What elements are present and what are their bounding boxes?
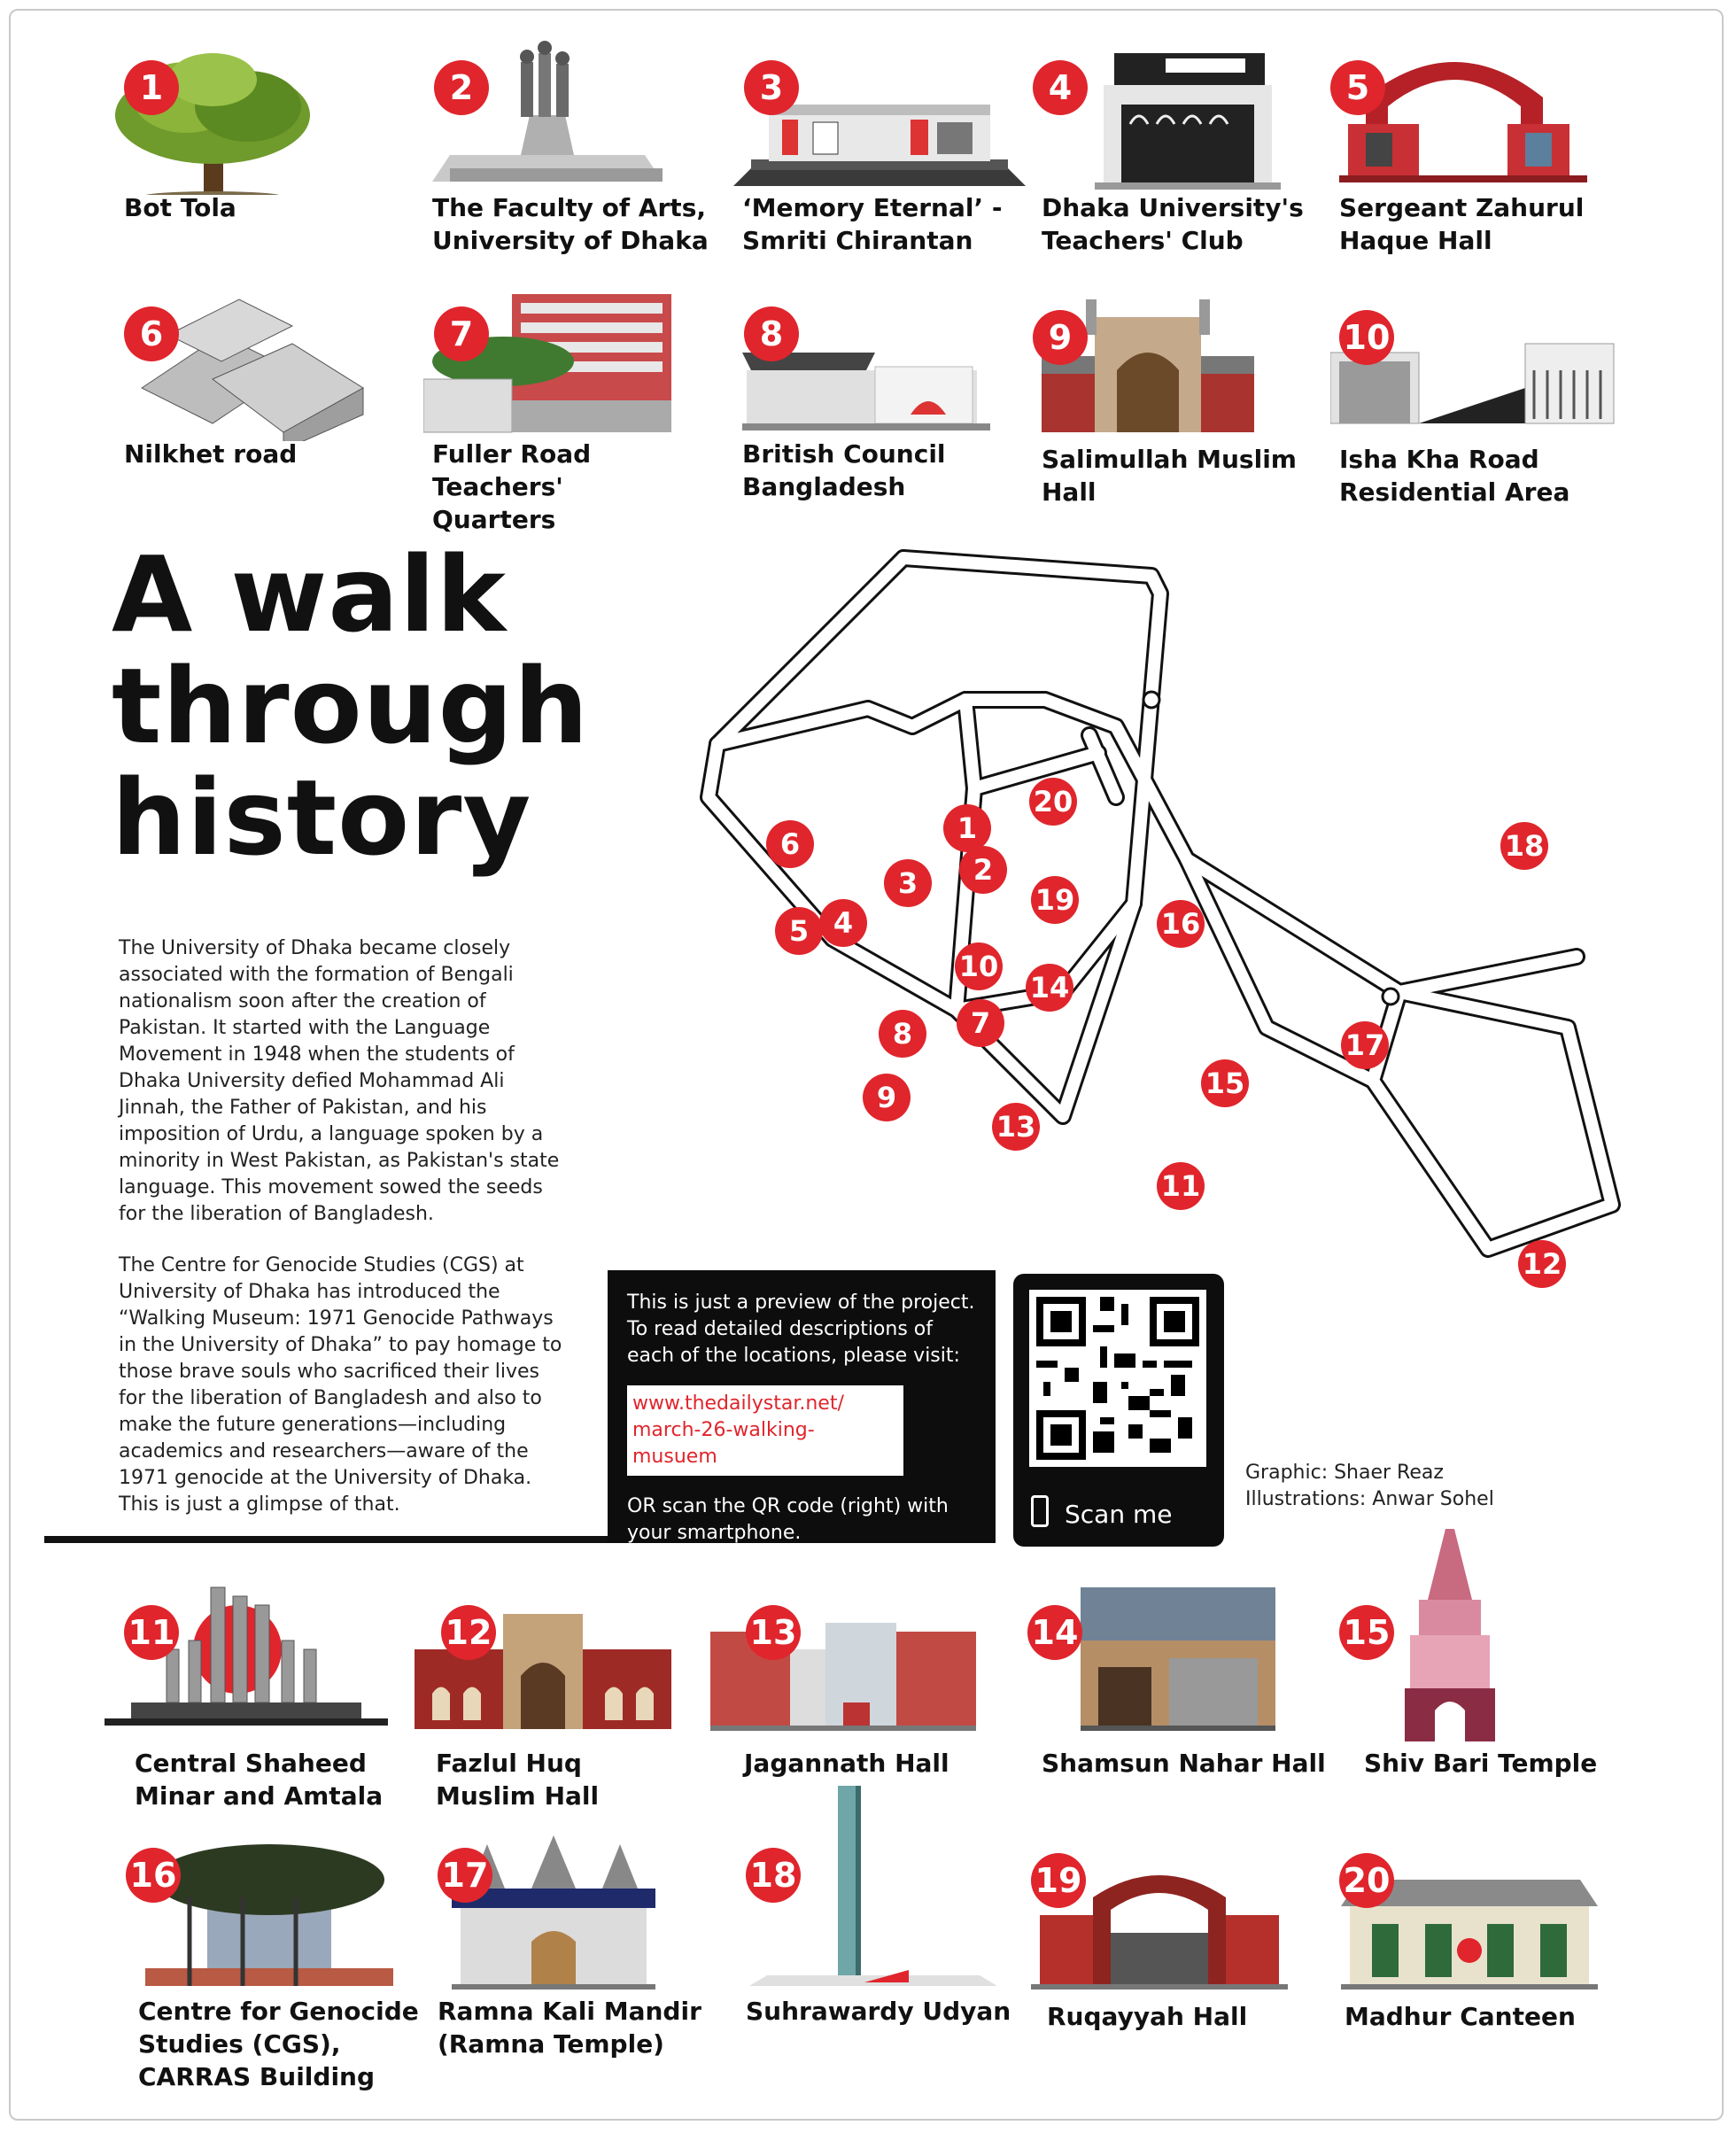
location-3[interactable]: [733, 35, 1026, 301]
map-marker[interactable]: 7: [957, 999, 1004, 1047]
location-name-line: Ruqayyah Hall: [1047, 2002, 1248, 2031]
fuller-road-quarters-illustration: [423, 282, 716, 441]
location-name: [1047, 2000, 1339, 2033]
location-14[interactable]: [1027, 1578, 1326, 1844]
location-name-line: Madhur Canteen: [1345, 2002, 1576, 2031]
location-badge: 13: [746, 1605, 801, 1660]
location-name-line: CARRAS Building: [138, 2062, 376, 2091]
smartphone-icon: [1031, 1495, 1049, 1527]
map-marker[interactable]: 16: [1157, 900, 1205, 948]
location-badge: 1: [124, 60, 179, 115]
road-network: [691, 531, 1621, 1258]
intro-paragraph: The University of Dhaka became closely associated with the formation of Bengali nationalism soon after the creation of Pakistan. It started with the Language Movement in 1948 when the students of Dhaka University defied Mohammad Ali Jinnah, the Father of Pakistan, and his imposition of Urdu, a language spoken by a minority in West Pakistan, as Pakistan's state language. This movement sowed the seeds for the liberation of Bangladesh.: [119, 937, 560, 1225]
location-name-line: Shamsun Nahar Hall: [1042, 1749, 1326, 1778]
location-badge: 19: [1031, 1853, 1086, 1908]
british-council-illustration: [733, 282, 1026, 441]
location-badge: 17: [438, 1848, 492, 1903]
promo-text: This is just a preview of the project. To read detailed descriptions of each of the locations, please visit:: [627, 1291, 975, 1367]
location-7[interactable]: [423, 282, 716, 547]
map-marker[interactable]: 8: [879, 1010, 926, 1058]
location-name: [742, 438, 1035, 503]
jagannath-hall-illustration: [710, 1578, 1003, 1738]
location-9[interactable]: [1033, 282, 1325, 547]
location-name: [1364, 1747, 1656, 1780]
page-title-line: through: [112, 645, 590, 767]
memory-eternal-illustration: [733, 35, 1026, 195]
promo-or-text: OR scan the QR code (right) with your smartphone.: [627, 1495, 949, 1544]
map-marker[interactable]: 17: [1341, 1021, 1389, 1069]
location-name: [432, 438, 725, 536]
location-19[interactable]: [1031, 1835, 1323, 2101]
location-name-line: Hall: [1042, 477, 1097, 507]
location-20[interactable]: [1332, 1835, 1624, 2101]
location-name-line: Minar and Amtala: [135, 1781, 384, 1811]
location-name: [135, 1747, 427, 1812]
location-badge: 11: [124, 1605, 179, 1660]
location-badge: 2: [434, 60, 489, 115]
location-name: [1339, 191, 1631, 257]
location-name-line: Bangladesh: [742, 472, 906, 501]
location-name-line: Central Shaheed: [135, 1749, 367, 1778]
location-name-line: Sergeant Zahurul: [1339, 193, 1585, 222]
location-badge: 18: [746, 1848, 801, 1903]
location-name-line: The Faculty of Arts,: [432, 193, 706, 222]
divider: [44, 1536, 611, 1543]
map-marker[interactable]: 10: [955, 942, 1003, 990]
location-name-line: Muslim Hall: [436, 1781, 600, 1811]
project-link[interactable]: [627, 1385, 903, 1476]
location-badge: 6: [124, 306, 179, 361]
location-11[interactable]: [105, 1578, 397, 1844]
location-17[interactable]: [416, 1835, 709, 2101]
location-name: [1042, 443, 1334, 508]
location-badge: 7: [434, 306, 489, 361]
location-5[interactable]: [1330, 35, 1623, 301]
location-4[interactable]: [1033, 35, 1325, 301]
location-name-line: Haque Hall: [1339, 226, 1492, 255]
location-badge: 3: [744, 60, 799, 115]
location-badge: 5: [1330, 60, 1385, 115]
location-name: [1042, 191, 1334, 257]
location-15[interactable]: [1339, 1520, 1631, 1786]
location-12[interactable]: [415, 1578, 707, 1844]
zahurul-haque-hall-illustration: [1330, 35, 1623, 195]
location-name-line: Shiv Bari Temple: [1364, 1749, 1598, 1778]
intro-text: [119, 935, 570, 1543]
location-name-line: British Council: [742, 439, 946, 469]
location-name: [1339, 443, 1631, 508]
map-marker[interactable]: 20: [1029, 778, 1077, 826]
location-name: [438, 1995, 730, 2060]
map-marker[interactable]: 12: [1518, 1240, 1566, 1288]
location-name-line: Bot Tola: [124, 193, 236, 222]
qr-panel[interactable]: [1013, 1274, 1224, 1547]
credit-illustrations: Illustrations: Anwar Sohel: [1245, 1488, 1494, 1510]
location-8[interactable]: [733, 282, 1026, 547]
intro-paragraph: The Centre for Genocide Studies (CGS) at University of Dhaka has introduced the “Walking Museum: 1971 Genocide Pathways in the University of Dhaka” to pay homage to those brave souls who sacrificed their lives for the liberation of Bangladesh and also to make the future generations—including academics and researchers—aware of the 1971 genocide at the University of Dhaka. This is just a glimpse of that.: [119, 1254, 562, 1516]
location-name: [124, 438, 416, 470]
location-badge: 9: [1033, 310, 1088, 365]
map-marker[interactable]: 5: [775, 907, 823, 955]
project-link-line[interactable]: march-26-walking-musuem: [632, 1419, 815, 1468]
location-16[interactable]: [110, 1835, 419, 2101]
page-title: [112, 533, 608, 879]
location-badge: 10: [1339, 310, 1394, 365]
page-title-line: history: [112, 756, 532, 879]
map-marker[interactable]: 18: [1500, 822, 1548, 870]
banyan-tree-illustration: [115, 35, 407, 195]
map-marker[interactable]: 1: [943, 804, 991, 852]
location-badge: 4: [1033, 60, 1088, 115]
location-name-line: Jagannath Hall: [744, 1749, 949, 1778]
map-marker[interactable]: 11: [1157, 1162, 1205, 1210]
map-marker[interactable]: 15: [1201, 1059, 1249, 1107]
map-marker[interactable]: 13: [992, 1103, 1040, 1151]
faculty-of-arts-illustration: [423, 35, 716, 195]
location-name-line: Residential Area: [1339, 477, 1570, 507]
credit-graphic: Graphic: Shaer Reaz: [1245, 1462, 1444, 1484]
location-name: [432, 191, 725, 257]
credits: [1245, 1460, 1494, 1513]
location-name-line: Studies (CGS),: [138, 2029, 341, 2059]
teachers-club-illustration: [1033, 35, 1325, 195]
location-6[interactable]: [115, 282, 407, 547]
location-name-line: Isha Kha Road: [1339, 445, 1539, 474]
location-badge: 12: [441, 1605, 496, 1660]
location-name: [746, 1995, 1038, 2028]
location-name-line: University of Dhaka: [432, 226, 709, 255]
map-marker[interactable]: 14: [1026, 964, 1073, 1012]
location-1[interactable]: [115, 35, 407, 301]
location-name: [124, 191, 416, 224]
map-marker[interactable]: 2: [959, 846, 1007, 894]
map-marker[interactable]: 6: [766, 820, 814, 868]
scan-me-label: Scan me: [1065, 1500, 1173, 1529]
location-name-line: Salimullah Muslim: [1042, 445, 1297, 474]
location-badge: 15: [1339, 1605, 1394, 1660]
location-name-line: Nilkhet road: [124, 439, 298, 469]
project-link-line[interactable]: www.thedailystar.net/: [632, 1392, 844, 1415]
location-name-line: Quarters: [432, 505, 556, 534]
page-title-line: A walk: [112, 533, 507, 655]
location-badge: 8: [744, 306, 799, 361]
location-name-line: Suhrawardy Udyan: [746, 1997, 1011, 2026]
location-name-line: Fuller Road Teachers': [432, 439, 592, 501]
location-name-line: Fazlul Huq: [436, 1749, 582, 1778]
location-name-line: Centre for Genocide: [138, 1997, 419, 2026]
location-name: [1345, 2000, 1637, 2033]
qr-code-icon[interactable]: [1029, 1290, 1206, 1467]
location-2[interactable]: [423, 35, 716, 301]
location-name-line: Ramna Kali Mandir: [438, 1997, 701, 2026]
location-name: [742, 191, 1035, 257]
promo-box: [608, 1270, 996, 1543]
map-marker[interactable]: 3: [884, 859, 932, 907]
map-marker[interactable]: 9: [863, 1074, 911, 1121]
location-name: [138, 1995, 439, 2093]
nilkhet-road-illustration: [115, 282, 407, 441]
location-badge: 16: [126, 1848, 181, 1903]
location-10[interactable]: [1330, 282, 1623, 547]
location-badge: 14: [1027, 1605, 1082, 1660]
location-name: [436, 1747, 728, 1812]
location-name-line: Dhaka University's: [1042, 193, 1304, 222]
location-name-line: ‘Memory Eternal’ -: [742, 193, 1003, 222]
location-name-line: (Ramna Temple): [438, 2029, 664, 2059]
location-18[interactable]: [732, 1780, 1024, 2046]
map-marker[interactable]: 19: [1031, 876, 1079, 924]
location-name: [1042, 1747, 1334, 1780]
shamsun-nahar-hall-illustration: [1027, 1578, 1320, 1738]
map-marker[interactable]: 4: [819, 899, 867, 947]
location-name: [744, 1747, 1036, 1780]
route-map: [691, 531, 1621, 1281]
location-name-line: Teachers' Club: [1042, 226, 1244, 255]
salimullah-hall-illustration: [1033, 282, 1325, 441]
location-name-line: Smriti Chirantan: [742, 226, 973, 255]
location-badge: 20: [1339, 1853, 1394, 1908]
